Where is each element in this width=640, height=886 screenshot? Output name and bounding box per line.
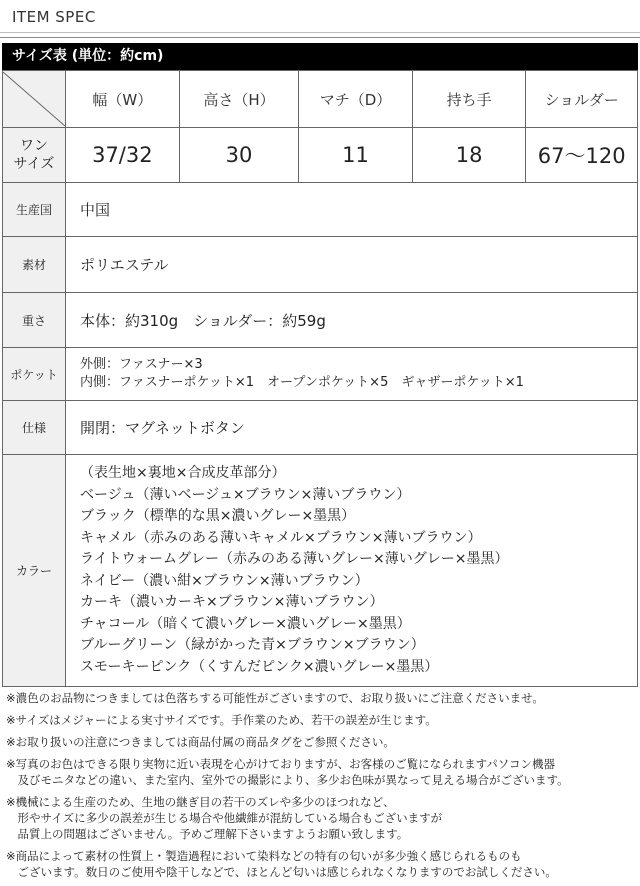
note-item	[6, 712, 636, 728]
col-header-depth: マチ（D）	[299, 71, 413, 128]
color-line: （表生地×裏地×合成皮革部分）	[80, 465, 286, 481]
pocket-outer-line: 外側：ファスナー×3	[80, 357, 203, 372]
notes-section	[6, 690, 636, 886]
col-header-width: 幅（W）	[66, 71, 180, 128]
note-line: ※写真のお色はできる限り実物に近い表現を心がけておりますが、お客様のご覧になられますパソコン機器	[6, 757, 555, 771]
spec-row-origin	[3, 183, 638, 237]
material-value: ポリエステル	[66, 237, 638, 293]
note-line: ※機械による生産のため、生地の継ぎ目の若干のズレや多少のほつれなど、	[6, 795, 395, 809]
origin-label: 生産国	[3, 183, 66, 237]
color-line: ブラック（標準的な黒×濃いグレー×墨黒）	[80, 508, 356, 524]
note-line: 形やサイズに多少の誤差が生じる場合や他繊維が混紡している場合もございますが	[6, 811, 443, 825]
size-table	[2, 70, 638, 183]
spec-label: 仕様	[3, 401, 66, 455]
pocket-label: ポケット	[3, 348, 66, 401]
origin-value: 中国	[66, 183, 638, 237]
color-line: ライトウォームグレー（赤みのある薄いグレー×薄いグレー×墨黒）	[80, 551, 509, 567]
value-width: 37/32	[66, 128, 180, 183]
value-height: 30	[179, 128, 299, 183]
col-header-shoulder: ショルダー	[526, 71, 638, 128]
spec-header	[0, 0, 640, 38]
spec-row-color	[3, 455, 638, 687]
note-item	[6, 794, 636, 842]
color-line: ブルーグリーン（緑がかった青×ブラウン×ブラウン）	[80, 637, 425, 653]
note-line: 品質上の問題はございません。予めご理解下さいますようお願い致します。	[6, 827, 409, 841]
size-table-corner-cell	[3, 71, 66, 128]
note-line: ※濃色のお品物につきましては色落ちする可能性がございますので、お取り扱いにご注意くださいませ。	[6, 691, 544, 705]
color-line: チャコール（暗くて濃いグレー×濃いグレー×墨黒）	[80, 615, 411, 632]
spec-row-spec	[3, 401, 638, 455]
note-item	[6, 756, 636, 788]
spec-row-weight	[3, 293, 638, 348]
pocket-value	[66, 348, 638, 401]
note-line: ※サイズはメジャーによる実寸サイズです。手作業のため、若干の誤差が生じます。	[6, 713, 437, 727]
note-line: ※商品によって素材の性質上・製造過程において染料などの特有の匂いが多少強く感じられるものも	[6, 849, 522, 863]
color-line: ネイビー（濃い紺×ブラウン×薄いブラウン）	[80, 572, 369, 589]
color-line: カーキ（濃いカーキ×ブラウン×薄いブラウン）	[80, 594, 384, 610]
note-line: 及びモニタなどの違い、また室内、室外での撮影により、多少お色味が異なって見える場合がございます。	[6, 773, 569, 787]
spec-value: 開閉：マグネットボタン	[66, 401, 638, 455]
color-value	[66, 455, 638, 687]
size-table-caption: サイズ表 (単位：約cm)	[2, 43, 638, 70]
col-header-height: 高さ（H）	[179, 71, 299, 128]
size-header-row	[3, 71, 638, 128]
color-line: キャメル（赤みのある薄いキャメル×ブラウン×薄いブラウン）	[80, 529, 482, 546]
color-line: スモーキーピンク（くすんだピンク×濃いグレー×墨黒）	[80, 658, 439, 675]
page-title: ITEM SPEC	[12, 8, 96, 26]
material-label: 素材	[3, 237, 66, 293]
note-item	[6, 690, 636, 706]
note-item	[6, 734, 636, 750]
weight-value: 本体：約310g ショルダー：約59g	[66, 293, 638, 348]
col-header-handle: 持ち手	[412, 71, 526, 128]
value-handle: 18	[412, 128, 526, 183]
diagonal-divider	[3, 72, 65, 126]
spec-row-pocket	[3, 348, 638, 401]
weight-label: 重さ	[3, 293, 66, 348]
row-label-line: サイズ	[13, 156, 55, 172]
size-value-row	[3, 128, 638, 183]
color-line: ベージュ（薄いベージュ×ブラウン×薄いブラウン）	[80, 486, 411, 503]
header-divider	[0, 32, 640, 33]
value-shoulder: 67〜120	[526, 128, 638, 183]
note-line: ※お取り扱いの注意につきましては商品付属の商品タグをご参照ください。	[6, 735, 395, 749]
row-label-line: ワン	[20, 138, 48, 154]
value-depth: 11	[299, 128, 413, 183]
note-line: ございます。数日のご使用や陰干しなどで、ほとんど匂いは感じられなくなりますのでお試しください。	[6, 865, 557, 879]
color-label: カラー	[3, 455, 66, 687]
row-label-one-size	[3, 128, 66, 183]
spec-row-material	[3, 237, 638, 293]
spec-table	[2, 182, 638, 687]
pocket-inner-line: 内側：ファスナーポケット×1 オープンポケット×5 ギャザーポケット×1	[80, 375, 524, 390]
note-item	[6, 848, 636, 880]
